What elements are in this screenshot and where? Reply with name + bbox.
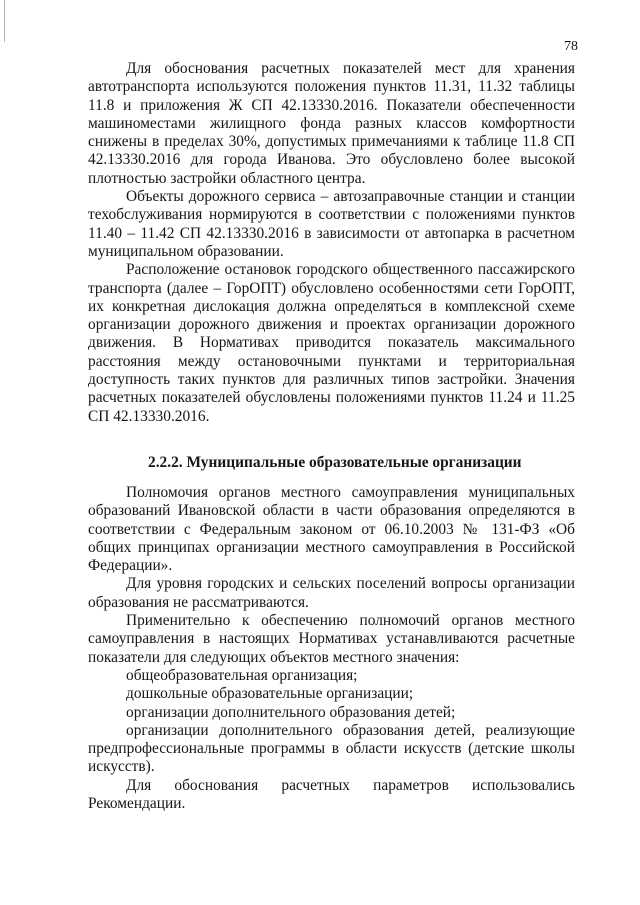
paragraph-authority: Полномочия органов местного самоуправления муниципальных образований Ивановской области в части образования определяются в соответствии с Федеральным законом от 06.10.2003 № 131-ФЗ «Об общих принципах организации местного самоуправления в Российской Федерации». <box>88 483 575 575</box>
paragraph-settlements: Для уровня городских и сельских поселений вопросы организации образования не рассматриваются. <box>88 575 575 611</box>
paragraph-objects-intro: Применительно к обеспечению полномочий органов местного самоуправления в настоящих Нормативах устанавливаются расчетные показатели для следующих объектов местного значения: <box>88 612 575 666</box>
document-body <box>88 60 575 813</box>
page-number: 78 <box>564 39 578 54</box>
list-item-preschool: дошкольные образовательные организации; <box>126 685 414 703</box>
list-item-art-schools: организации дополнительного образования детей, реализующие предпрофессиональные программы в области искусств (детские школы искусств). <box>88 721 575 776</box>
list-item-general-school: общеобразовательная организация; <box>126 666 358 684</box>
section-heading: 2.2.2. Муниципальные образовательные организации <box>148 453 522 471</box>
list-item-extra-education: организации дополнительного образования детей; <box>126 703 456 721</box>
paragraph-road-service: Объекты дорожного сервиса – автозаправочные станции и станции техобслуживания нормируются в соответствии с положениями пунктов 11.40 – 11.42 СП 42.13330.2016 в зависимости от автопарка в расчетном муниципальном образовании. <box>88 188 575 260</box>
scan-edge-mark <box>4 0 5 42</box>
paragraph-closing: Для обоснования расчетных параметров использовались Рекомендации. <box>88 776 575 812</box>
paragraph-parking: Для обоснования расчетных показателей мест для хранения автотранспорта используются положения пунктов 11.31, 11.32 таблицы 11.8 и приложения Ж СП 42.13330.2016. Показатели обеспеченности машиноместами жилищного фонда разных классов комфортности снижены в пределах 30%, допустимых примечаниями к таблице 11.8 СП 42.13330.2016 для города Иванова. Это обусловлено более высокой плотностью застройки областного центра. <box>88 60 575 187</box>
paragraph-transit-stops: Расположение остановок городского общественного пассажирского транспорта (далее – ГорОПТ) обусловлено особенностями сети ГорОПТ, их конкретная дислокация должна определяться в комплексной схеме организации дорожного движения и проектах организации дорожного движения. В Нормативах приводится показатель максимального расстояния между остановочными пунктами и территориальная доступность таких пунктов для различных типов застройки. Значения расчетных показателей обусловлены положениями пунктов 11.24 и 11.25 СП 42.13330.2016. <box>88 261 575 425</box>
